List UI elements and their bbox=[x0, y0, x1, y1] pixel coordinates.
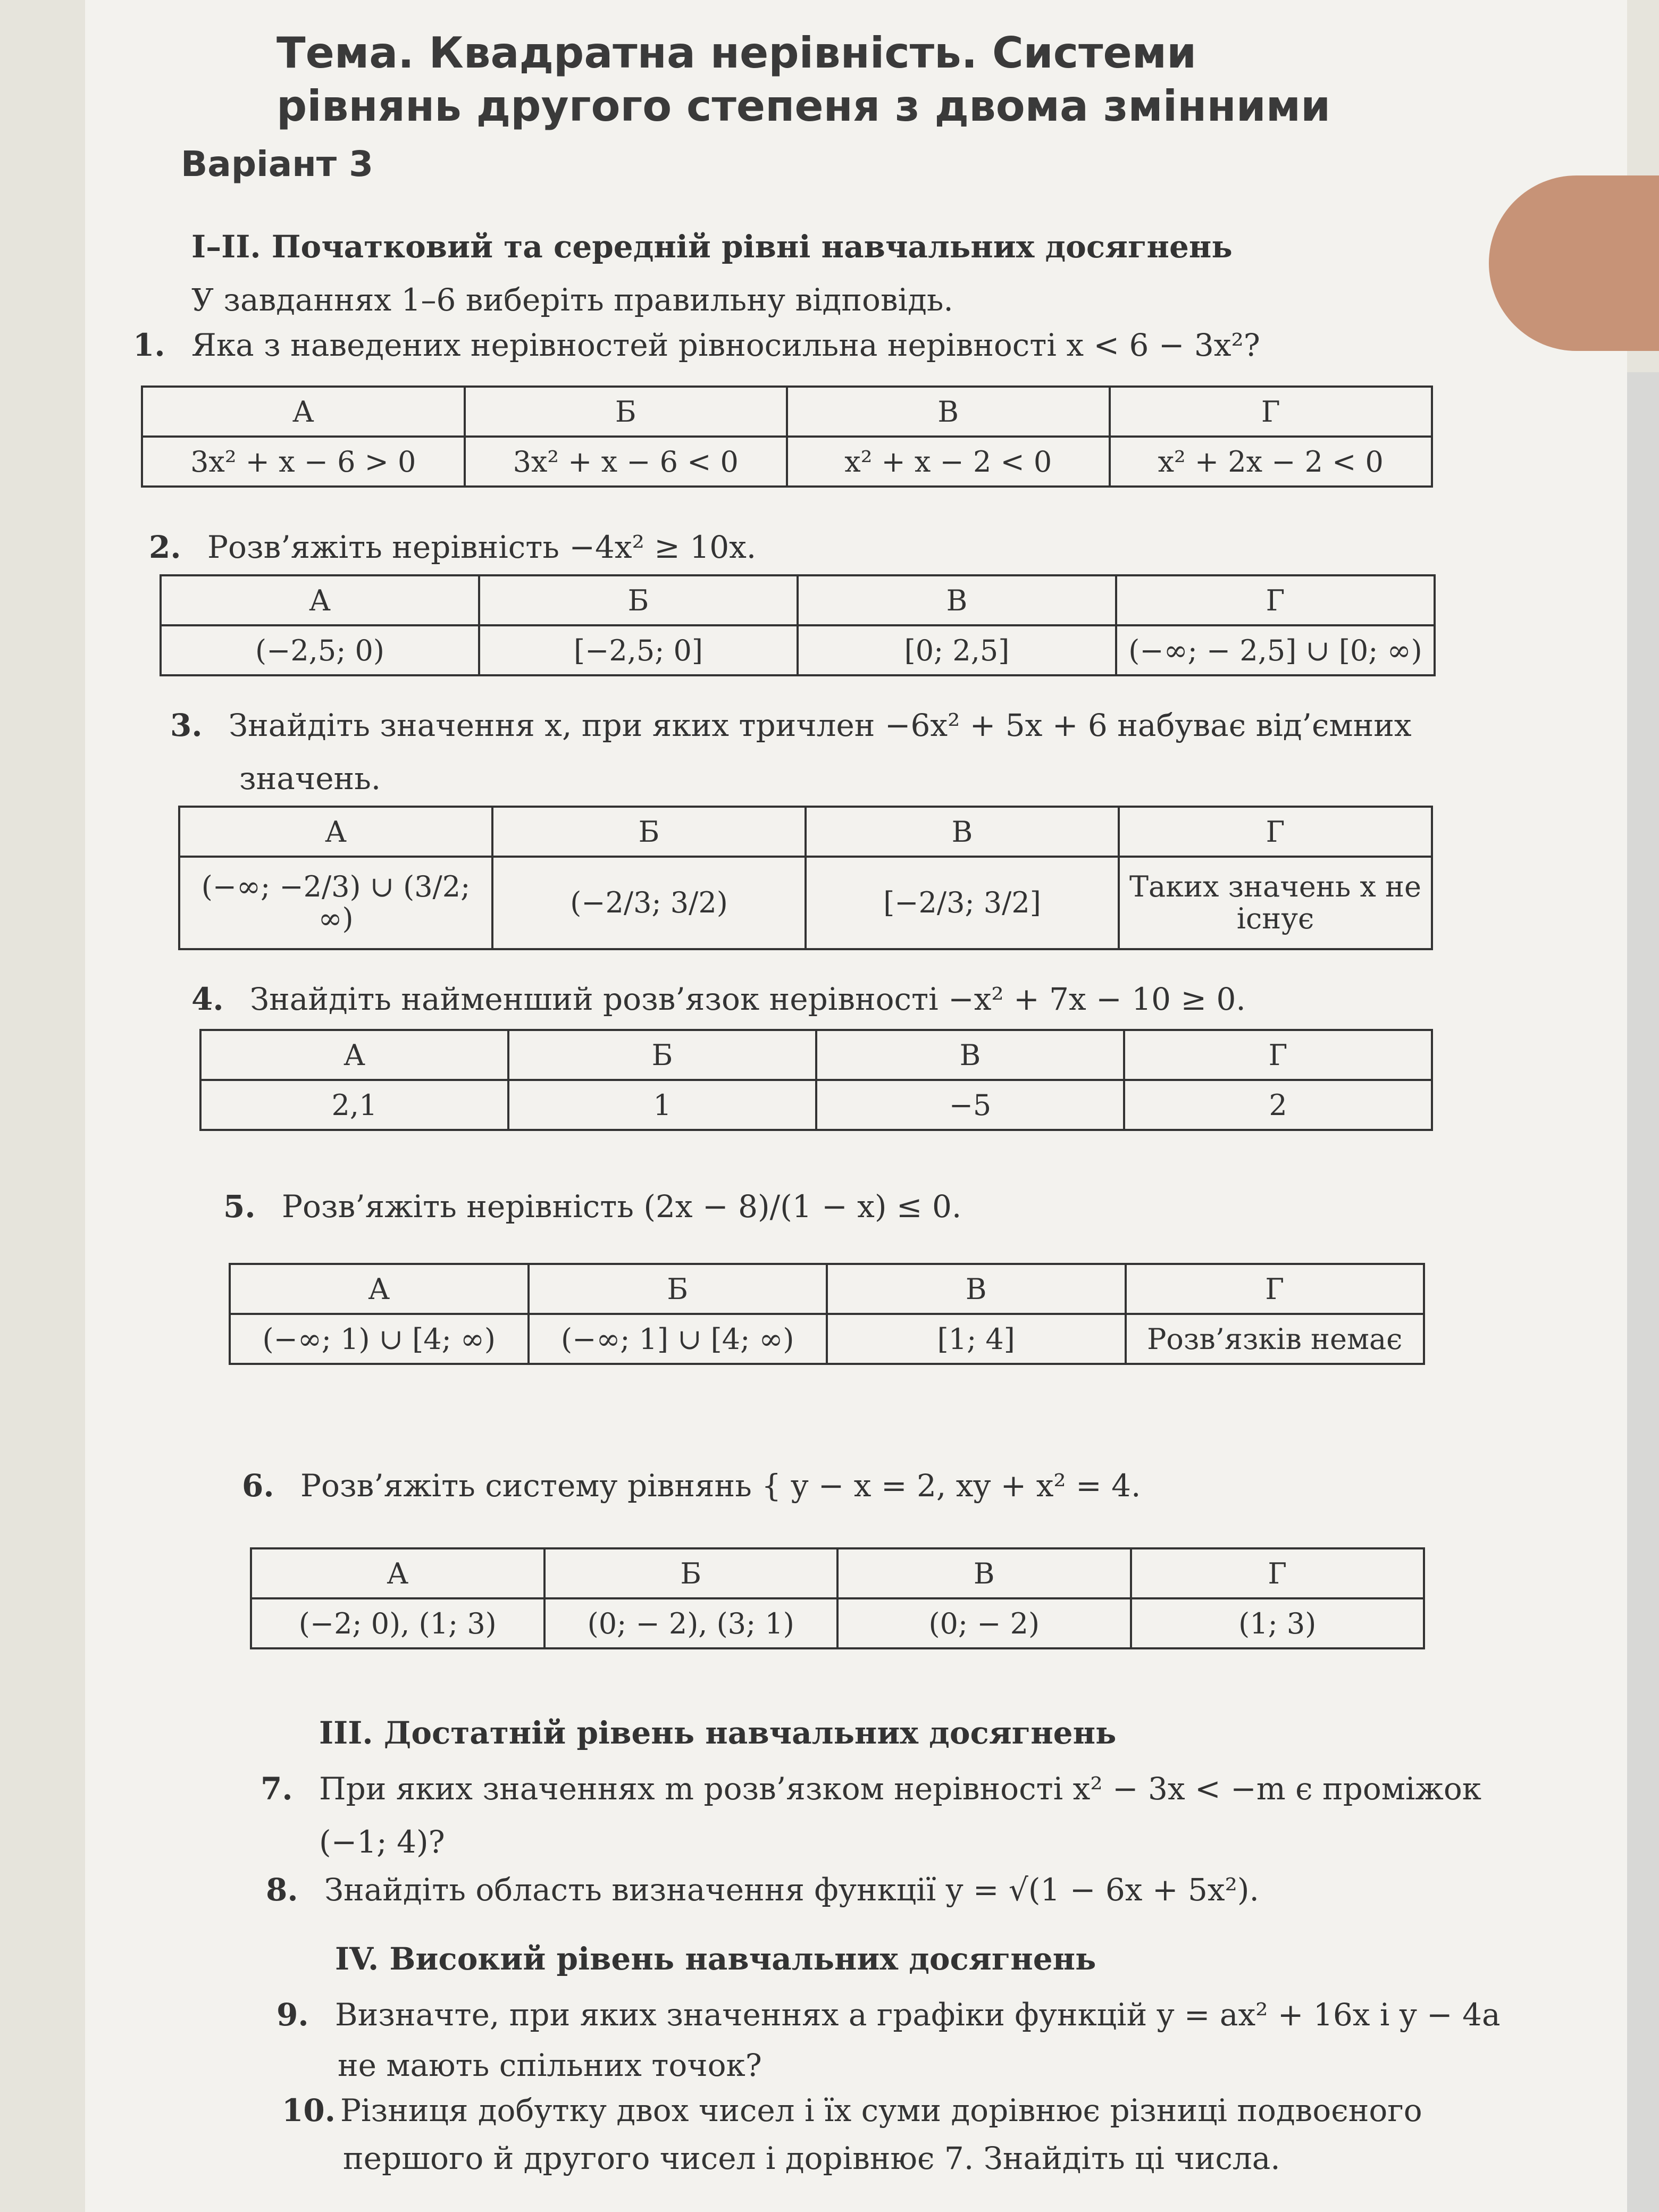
answer-header-d: Г bbox=[1124, 1030, 1432, 1080]
task-9-text: Визначте, при яких значеннях a графіки функцій y = ax² + 16x і y − 4a bbox=[335, 1997, 1501, 2033]
section-3-heading: III. Достатній рівень навчальних досягнень bbox=[319, 1715, 1117, 1751]
answer-header-a: А bbox=[142, 387, 465, 437]
task-5-number: 5. bbox=[223, 1188, 256, 1225]
task-8 bbox=[266, 1872, 1259, 1908]
answer-cell: [−2/3; 3/2] bbox=[806, 857, 1119, 949]
task-4 bbox=[191, 981, 1246, 1017]
task-6-number: 6. bbox=[242, 1468, 274, 1504]
task-1-number: 1. bbox=[133, 327, 165, 363]
answer-cell: Таких значень x не існує bbox=[1119, 857, 1432, 949]
task-10-text: Різниця добутку двох чисел і їх суми дорівнює різниці подвоєного bbox=[340, 2092, 1422, 2129]
answer-header-b: Б bbox=[508, 1030, 816, 1080]
task-6-answers bbox=[250, 1547, 1425, 1649]
task-2 bbox=[149, 529, 756, 565]
answer-cell: Розв’язків немає bbox=[1126, 1314, 1425, 1364]
page-edge bbox=[1627, 372, 1659, 2212]
answer-cell: 2 bbox=[1124, 1080, 1432, 1130]
answer-cell: [1; 4] bbox=[827, 1314, 1126, 1364]
task-5-answers bbox=[229, 1263, 1425, 1365]
answer-cell: 2,1 bbox=[200, 1080, 508, 1130]
task-2-number: 2. bbox=[149, 529, 181, 565]
answer-cell: (−∞; 1] ∪ [4; ∞) bbox=[529, 1314, 827, 1364]
answer-header-c: В bbox=[827, 1264, 1126, 1314]
task-8-text: Знайдіть область визначення функції y = √(1 − 6x + 5x²). bbox=[324, 1872, 1259, 1908]
task-4-number: 4. bbox=[191, 981, 224, 1017]
variant-label: Варіант 3 bbox=[181, 144, 374, 185]
answer-cell: 1 bbox=[508, 1080, 816, 1130]
answer-header-a: А bbox=[161, 575, 479, 625]
answer-cell: (−2,5; 0) bbox=[161, 625, 479, 675]
task-5 bbox=[223, 1188, 961, 1225]
answer-header-d: Г bbox=[1131, 1548, 1425, 1598]
answer-cell: (−∞; 1) ∪ [4; ∞) bbox=[230, 1314, 529, 1364]
task-9-text-continued: не мають спільних точок? bbox=[338, 2047, 762, 2083]
answer-header-a: А bbox=[200, 1030, 508, 1080]
answer-cell: 3x² + x − 6 < 0 bbox=[465, 437, 787, 487]
page-title: Тема. Квадратна нерівність. Системи рівнянь другого степеня з двома змінними bbox=[276, 28, 1331, 131]
answer-header-b: Б bbox=[544, 1548, 838, 1598]
task-4-text: Знайдіть найменший розв’язок нерівності −x² + 7x − 10 ≥ 0. bbox=[250, 981, 1246, 1017]
task-2-text: Розв’яжіть нерівність −4x² ≥ 10x. bbox=[207, 529, 757, 565]
answer-header-c: В bbox=[806, 807, 1119, 857]
task-2-answers bbox=[160, 574, 1436, 676]
answer-cell: (−2/3; 3/2) bbox=[492, 857, 806, 949]
task-5-text: Розв’яжіть нерівність (2x − 8)/(1 − x) ≤ 0. bbox=[282, 1188, 962, 1225]
answer-cell: (−∞; −2/3) ∪ (3/2; ∞) bbox=[179, 857, 492, 949]
answer-cell: (−∞; − 2,5] ∪ [0; ∞) bbox=[1116, 625, 1435, 675]
task-1-answers bbox=[141, 386, 1433, 488]
section-4-heading: IV. Високий рівень навчальних досягнень bbox=[335, 1941, 1096, 1977]
task-7-text: При яких значеннях m розв’язком нерівності x² − 3x < −m є проміжок bbox=[319, 1771, 1481, 1807]
task-3-text-continued: значень. bbox=[239, 760, 381, 797]
answer-cell: (1; 3) bbox=[1131, 1598, 1425, 1648]
answer-header-b: Б bbox=[465, 387, 787, 437]
task-1-text: Яка з наведених нерівностей рівносильна нерівності x < 6 − 3x²? bbox=[191, 327, 1260, 363]
task-7-number: 7. bbox=[261, 1771, 293, 1807]
answer-header-d: Г bbox=[1116, 575, 1435, 625]
answer-header-b: Б bbox=[479, 575, 798, 625]
answer-header-a: А bbox=[230, 1264, 529, 1314]
task-8-number: 8. bbox=[266, 1872, 298, 1908]
answer-cell: 3x² + x − 6 > 0 bbox=[142, 437, 465, 487]
task-3-text: Знайдіть значення x, при яких тричлен −6x² + 5x + 6 набуває від’ємних bbox=[229, 707, 1412, 743]
answer-header-b: Б bbox=[492, 807, 806, 857]
answer-header-d: Г bbox=[1110, 387, 1432, 437]
task-6-text: Розв’яжіть систему рівнянь { y − x = 2, xy + x² = 4. bbox=[300, 1468, 1141, 1504]
task-9 bbox=[276, 1997, 1501, 2033]
answer-header-c: В bbox=[816, 1030, 1124, 1080]
section-1-heading: I–II. Початковий та середній рівні навчальних досягнень bbox=[191, 229, 1233, 265]
answer-header-c: В bbox=[837, 1548, 1131, 1598]
answer-cell: x² + 2x − 2 < 0 bbox=[1110, 437, 1432, 487]
answer-header-c: В bbox=[787, 387, 1110, 437]
task-10 bbox=[282, 2092, 1422, 2129]
task-3-number: 3. bbox=[170, 707, 203, 743]
answer-cell: x² + x − 2 < 0 bbox=[787, 437, 1110, 487]
answer-cell: [0; 2,5] bbox=[798, 625, 1116, 675]
answer-header-c: В bbox=[798, 575, 1116, 625]
answer-header-a: А bbox=[251, 1548, 544, 1598]
task-4-answers bbox=[199, 1029, 1433, 1131]
answer-header-d: Г bbox=[1126, 1264, 1425, 1314]
finger bbox=[1489, 175, 1659, 351]
task-3-answers bbox=[178, 806, 1433, 950]
answer-cell: −5 bbox=[816, 1080, 1124, 1130]
task-10-number: 10. bbox=[282, 2092, 336, 2129]
answer-cell: (0; − 2), (3; 1) bbox=[544, 1598, 838, 1648]
task-6 bbox=[242, 1468, 1141, 1504]
answer-cell: (0; − 2) bbox=[837, 1598, 1131, 1648]
task-7-text-continued: (−1; 4)? bbox=[319, 1824, 445, 1860]
task-10-text-continued: першого й другого чисел і дорівнює 7. Знайдіть ці числа. bbox=[343, 2140, 1280, 2176]
task-3 bbox=[170, 707, 1412, 743]
answer-cell: [−2,5; 0] bbox=[479, 625, 798, 675]
answer-header-b: Б bbox=[529, 1264, 827, 1314]
task-1 bbox=[133, 327, 1260, 363]
answer-cell: (−2; 0), (1; 3) bbox=[251, 1598, 544, 1648]
task-9-number: 9. bbox=[276, 1997, 309, 2033]
task-7 bbox=[261, 1771, 1481, 1807]
instruction: У завданнях 1–6 виберіть правильну відповідь. bbox=[191, 282, 953, 318]
answer-header-a: А bbox=[179, 807, 492, 857]
answer-header-d: Г bbox=[1119, 807, 1432, 857]
